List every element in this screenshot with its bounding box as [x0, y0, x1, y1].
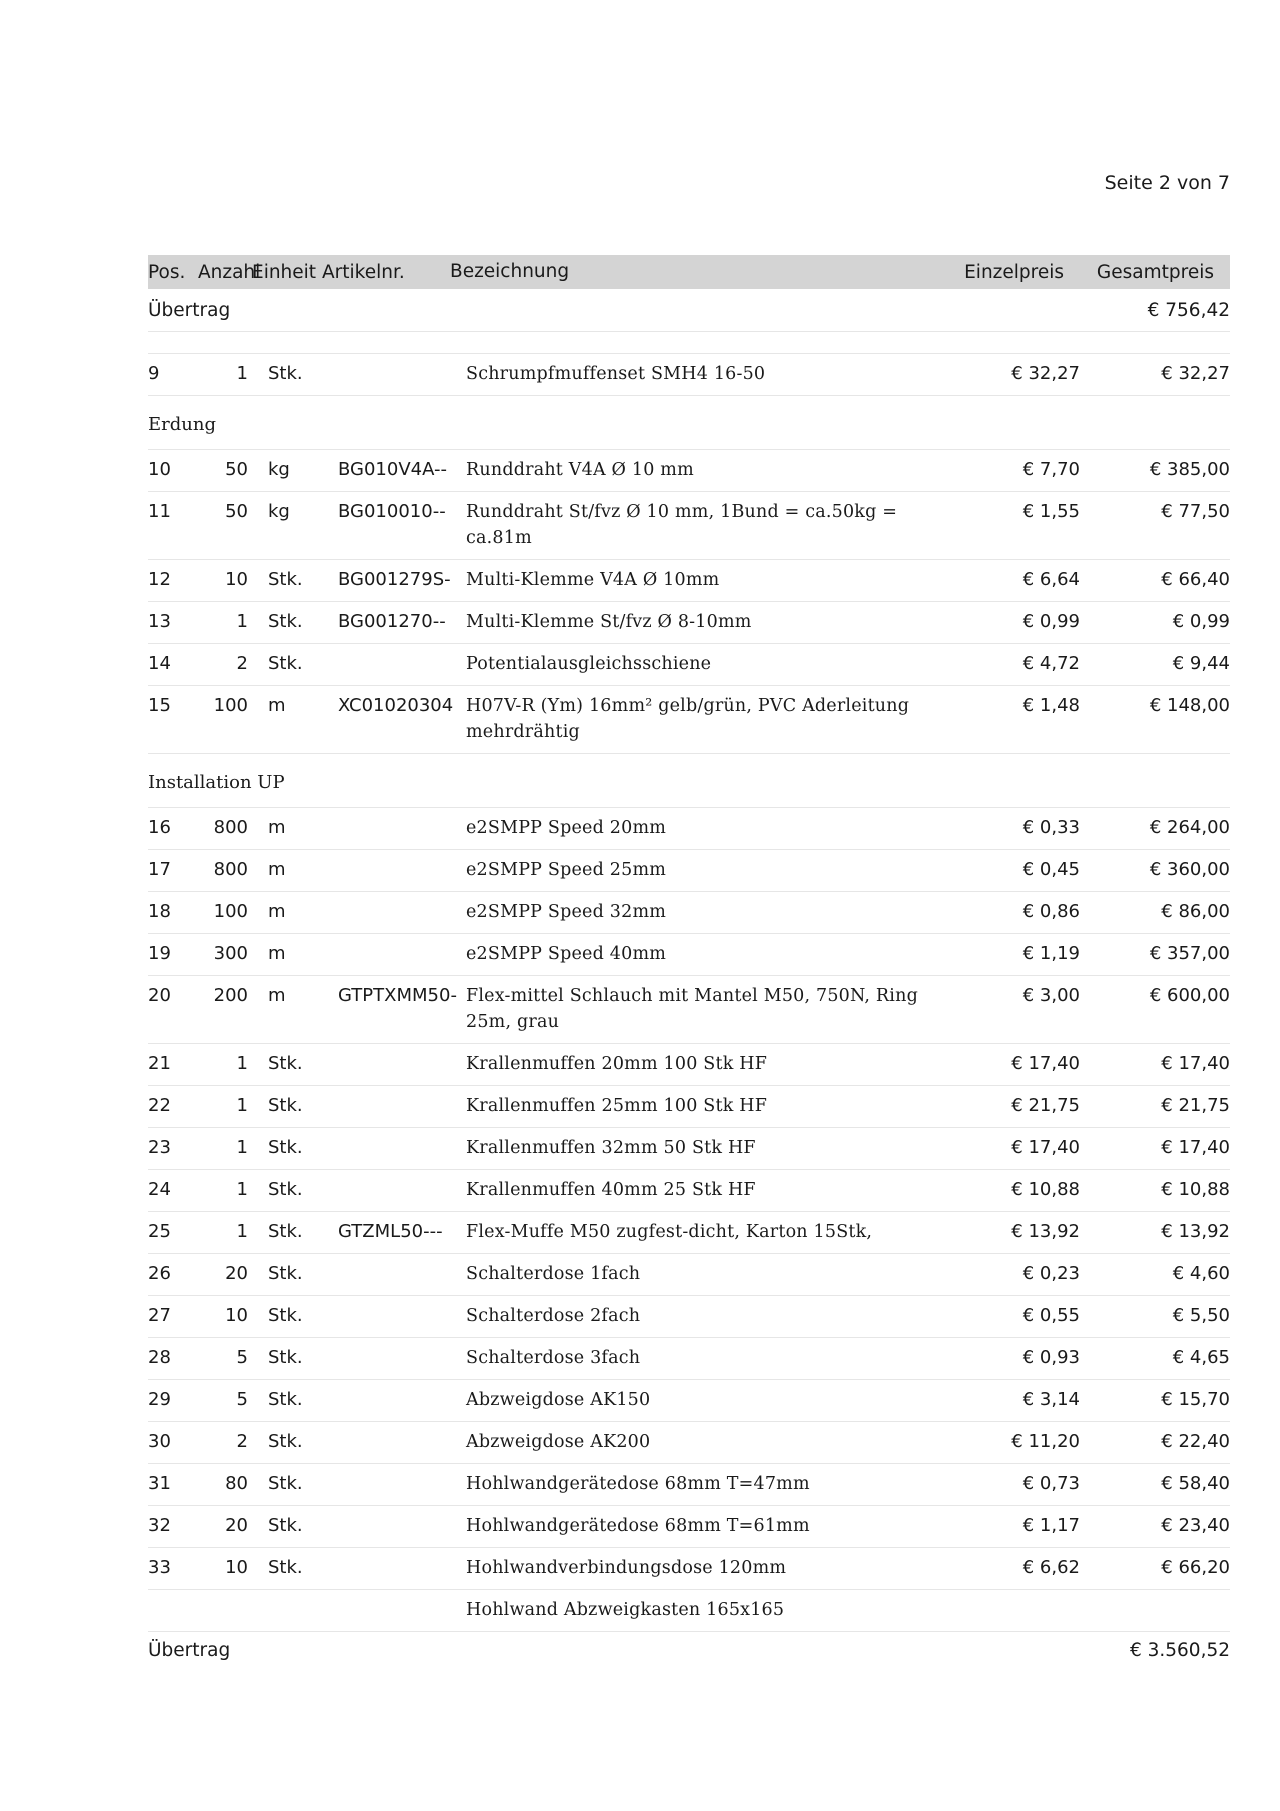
cell-anzahl: 2 — [236, 1431, 248, 1452]
cell-gesamtpreis: € 86,00 — [1161, 901, 1230, 922]
cell-bezeichnung: Schalterdose 1fach — [466, 1264, 641, 1284]
cell-einzelpreis: € 6,62 — [1022, 1557, 1080, 1578]
cell-gesamtpreis: € 4,65 — [1172, 1347, 1230, 1368]
cell-pos: 12 — [148, 569, 171, 590]
cell-gesamtpreis: € 13,92 — [1161, 1221, 1230, 1242]
cell-pos: 19 — [148, 943, 171, 964]
cell-artikelnr — [338, 1051, 466, 1077]
cell-artikelnr: XC01020304 — [338, 695, 454, 716]
cell-bezeichnung: Multi-Klemme V4A Ø 10mm — [466, 570, 720, 590]
cell-einheit: Stk. — [268, 1389, 303, 1410]
cell-einheit: Stk. — [268, 611, 303, 632]
cell-bezeichnung: Abzweigdose AK200 — [466, 1432, 651, 1452]
cell-bezeichnung: H07V-R (Ym) 16mm² gelb/grün, PVC Aderleitung mehrdrähtig — [466, 696, 910, 742]
cell-einheit: Stk. — [268, 653, 303, 674]
cell-pos: 31 — [148, 1473, 171, 1494]
cell-artikelnr — [338, 1261, 466, 1287]
cell-einheit: m — [268, 695, 286, 716]
cell-einheit: kg — [268, 459, 290, 480]
cell-anzahl: 1 — [236, 1095, 248, 1116]
cell-pos: 26 — [148, 1263, 171, 1284]
table-row — [148, 934, 1230, 976]
cell-bezeichnung: e2SMPP Speed 25mm — [466, 860, 667, 880]
cell-artikelnr — [338, 1303, 466, 1329]
header-einzelpreis: Einzelpreis — [964, 261, 1064, 283]
cell-einzelpreis: € 10,88 — [1011, 1179, 1080, 1200]
cell-anzahl: 10 — [225, 569, 248, 590]
cell-einheit: Stk. — [268, 1305, 303, 1326]
cell-gesamtpreis: € 17,40 — [1161, 1053, 1230, 1074]
cell-einzelpreis: € 1,19 — [1022, 943, 1080, 964]
cell-pos: 10 — [148, 459, 171, 480]
cell-einheit: Stk. — [268, 1137, 303, 1158]
cell-anzahl: 50 — [225, 501, 248, 522]
cell-gesamtpreis: € 385,00 — [1149, 459, 1230, 480]
cell-pos: 24 — [148, 1179, 171, 1200]
cell-artikelnr — [338, 1555, 466, 1581]
header-artikelnr: Artikelnr. — [322, 261, 405, 283]
uebertrag-label: Übertrag — [148, 299, 231, 321]
table-row — [148, 1506, 1230, 1548]
erdung-rows — [148, 450, 1230, 754]
cell-bezeichnung: Hohlwandverbindungsdose 120mm — [466, 1558, 787, 1578]
cell-einzelpreis: € 0,55 — [1022, 1305, 1080, 1326]
cell-gesamtpreis: € 4,60 — [1172, 1263, 1230, 1284]
cell-artikelnr — [338, 857, 466, 883]
cell-einzelpreis — [960, 1597, 1080, 1623]
cell-anzahl: 300 — [213, 943, 248, 964]
cell-pos: 27 — [148, 1305, 171, 1326]
cell-gesamtpreis: € 23,40 — [1161, 1515, 1230, 1536]
cell-bezeichnung: e2SMPP Speed 20mm — [466, 818, 667, 838]
table-row — [148, 686, 1230, 754]
cell-einzelpreis: € 4,72 — [1022, 653, 1080, 674]
cell-artikelnr: BG010V4A-- — [338, 459, 448, 480]
cell-bezeichnung: Abzweigdose AK150 — [466, 1390, 651, 1410]
cell-bezeichnung: Krallenmuffen 32mm 50 Stk HF — [466, 1138, 756, 1158]
cell-einzelpreis: € 0,45 — [1022, 859, 1080, 880]
cell-einheit: m — [268, 985, 286, 1006]
cell-anzahl: 50 — [225, 459, 248, 480]
header-pos: Pos. — [148, 261, 186, 283]
cell-pos: 25 — [148, 1221, 171, 1242]
cell-anzahl: 20 — [225, 1515, 248, 1536]
cell-anzahl: 100 — [213, 901, 248, 922]
cell-einheit: Stk. — [268, 1095, 303, 1116]
cell-anzahl: 20 — [225, 1263, 248, 1284]
cell-artikelnr — [338, 1093, 466, 1119]
table-row — [148, 1128, 1230, 1170]
cell-anzahl: 1 — [236, 1179, 248, 1200]
cell-einheit: Stk. — [268, 1221, 303, 1242]
table-row — [148, 353, 1230, 396]
cell-bezeichnung: Schrumpfmuffenset SMH4 16-50 — [466, 364, 766, 384]
cell-anzahl — [198, 1597, 248, 1623]
table-row — [148, 976, 1230, 1044]
cell-einzelpreis: € 1,55 — [1022, 501, 1080, 522]
cell-gesamtpreis: € 0,99 — [1172, 611, 1230, 632]
cell-einheit: m — [268, 859, 286, 880]
cell-pos: 22 — [148, 1095, 171, 1116]
cell-pos: 33 — [148, 1557, 171, 1578]
table-row — [148, 1296, 1230, 1338]
cell-pos: 23 — [148, 1137, 171, 1158]
cell-anzahl: 5 — [236, 1389, 248, 1410]
cell-anzahl: 2 — [236, 653, 248, 674]
cell-bezeichnung: e2SMPP Speed 40mm — [466, 944, 667, 964]
cell-anzahl: 1 — [236, 611, 248, 632]
cell-gesamtpreis: € 17,40 — [1161, 1137, 1230, 1158]
cell-pos — [148, 1597, 198, 1623]
cell-anzahl: 10 — [225, 1305, 248, 1326]
cell-anzahl: 1 — [236, 363, 248, 384]
cell-artikelnr: BG010010-- — [338, 501, 446, 522]
cell-einzelpreis: € 11,20 — [1011, 1431, 1080, 1452]
cell-einzelpreis: € 0,33 — [1022, 817, 1080, 838]
cell-artikelnr — [338, 1513, 466, 1539]
cell-pos: 28 — [148, 1347, 171, 1368]
cell-einheit: Stk. — [268, 1347, 303, 1368]
cell-gesamtpreis: € 10,88 — [1161, 1179, 1230, 1200]
table-row — [148, 1044, 1230, 1086]
cell-bezeichnung: Flex-mittel Schlauch mit Mantel M50, 750N, Ring 25m, grau — [466, 986, 918, 1032]
table-row — [148, 1170, 1230, 1212]
cell-bezeichnung: Krallenmuffen 20mm 100 Stk HF — [466, 1054, 768, 1074]
cell-pos: 20 — [148, 985, 171, 1006]
header-bezeichnung: Bezeichnung — [450, 261, 570, 282]
cell-pos: 18 — [148, 901, 171, 922]
cell-pos: 13 — [148, 611, 171, 632]
cell-artikelnr: BG001279S- — [338, 569, 451, 590]
cell-pos: 17 — [148, 859, 171, 880]
header-anzahl: Anzahl — [198, 261, 261, 283]
cell-anzahl: 800 — [213, 859, 248, 880]
cell-pos: 16 — [148, 817, 171, 838]
table-row — [148, 602, 1230, 644]
cell-gesamtpreis: € 9,44 — [1172, 653, 1230, 674]
cell-gesamtpreis: € 264,00 — [1149, 817, 1230, 838]
cell-einheit: Stk. — [268, 1431, 303, 1452]
cell-gesamtpreis: € 77,50 — [1161, 501, 1230, 522]
cell-pos: 11 — [148, 501, 171, 522]
cell-einzelpreis: € 1,17 — [1022, 1515, 1080, 1536]
cell-bezeichnung: Potentialausgleichsschiene — [466, 654, 712, 674]
cell-gesamtpreis: € 66,20 — [1161, 1557, 1230, 1578]
cell-artikelnr — [338, 1597, 466, 1623]
cell-bezeichnung: Multi-Klemme St/fvz Ø 8-10mm — [466, 612, 752, 632]
cell-artikelnr — [338, 1471, 466, 1497]
cell-einzelpreis: € 32,27 — [1011, 363, 1080, 384]
cell-pos: 9 — [148, 363, 160, 384]
cell-einzelpreis: € 3,00 — [1022, 985, 1080, 1006]
table-row — [148, 492, 1230, 560]
cell-gesamtpreis: € 32,27 — [1161, 363, 1230, 384]
cell-einzelpreis: € 0,86 — [1022, 901, 1080, 922]
table-row — [148, 1338, 1230, 1380]
table-row — [148, 560, 1230, 602]
cell-anzahl: 5 — [236, 1347, 248, 1368]
cell-anzahl: 100 — [213, 695, 248, 716]
table-row — [148, 450, 1230, 492]
cell-gesamtpreis: € 21,75 — [1161, 1095, 1230, 1116]
cell-artikelnr — [338, 1387, 466, 1413]
table-row — [148, 892, 1230, 934]
cell-bezeichnung: Schalterdose 3fach — [466, 1348, 641, 1368]
cell-einzelpreis: € 0,93 — [1022, 1347, 1080, 1368]
cell-gesamtpreis: € 22,40 — [1161, 1431, 1230, 1452]
table-row — [148, 1086, 1230, 1128]
cell-anzahl: 80 — [225, 1473, 248, 1494]
cell-einheit: m — [268, 901, 286, 922]
cell-artikelnr: GTPTXMM50- — [338, 985, 457, 1006]
cell-anzahl: 800 — [213, 817, 248, 838]
cell-anzahl: 1 — [236, 1221, 248, 1242]
cell-artikelnr: GTZML50--- — [338, 1221, 443, 1242]
table-row — [148, 644, 1230, 686]
table-row — [148, 808, 1230, 850]
page-number: Seite 2 von 7 — [1104, 172, 1230, 194]
cell-pos: 21 — [148, 1053, 171, 1074]
table-row — [148, 1548, 1230, 1590]
cell-bezeichnung: Hohlwand Abzweigkasten 165x165 — [466, 1600, 785, 1620]
table-row — [148, 1254, 1230, 1296]
cell-gesamtpreis: € 600,00 — [1149, 985, 1230, 1006]
cell-anzahl: 1 — [236, 1137, 248, 1158]
cell-gesamtpreis: € 148,00 — [1149, 695, 1230, 716]
cell-einzelpreis: € 17,40 — [1011, 1053, 1080, 1074]
table-row — [148, 1422, 1230, 1464]
cell-einheit: Stk. — [268, 1473, 303, 1494]
cell-artikelnr — [338, 361, 466, 387]
cell-gesamtpreis: € 357,00 — [1149, 943, 1230, 964]
cell-einzelpreis: € 0,73 — [1022, 1473, 1080, 1494]
cell-einheit — [268, 1597, 338, 1623]
cell-bezeichnung: Schalterdose 2fach — [466, 1306, 641, 1326]
header-einheit: Einheit — [252, 261, 317, 283]
cell-gesamtpreis — [1080, 1597, 1230, 1623]
cell-einzelpreis: € 0,23 — [1022, 1263, 1080, 1284]
cell-einheit: m — [268, 817, 286, 838]
cell-bezeichnung: Krallenmuffen 40mm 25 Stk HF — [466, 1180, 756, 1200]
cell-einheit: m — [268, 943, 286, 964]
cell-pos: 30 — [148, 1431, 171, 1452]
uebertrag-row-top — [148, 289, 1230, 332]
table-row — [148, 1590, 1230, 1632]
cell-gesamtpreis: € 66,40 — [1161, 569, 1230, 590]
cell-einheit: Stk. — [268, 1179, 303, 1200]
cell-bezeichnung: Runddraht St/fvz Ø 10 mm, 1Bund = ca.50kg = ca.81m — [466, 502, 898, 548]
spacer — [148, 332, 1230, 354]
cell-einheit: kg — [268, 501, 290, 522]
cell-einheit: Stk. — [268, 1515, 303, 1536]
section-heading-erdung: Erdung — [148, 396, 1230, 450]
header-gesamtpreis: Gesamtpreis — [1096, 261, 1214, 283]
cell-anzahl: 1 — [236, 1053, 248, 1074]
uebertrag-value: € 756,42 — [1147, 299, 1230, 321]
cell-einheit: Stk. — [268, 569, 303, 590]
cell-pos: 15 — [148, 695, 171, 716]
cell-einheit: Stk. — [268, 1053, 303, 1074]
cell-bezeichnung: Flex-Muffe M50 zugfest-dicht, Karton 15Stk, — [466, 1222, 873, 1242]
uebertrag-label: Übertrag — [148, 1640, 231, 1661]
cell-artikelnr — [338, 1429, 466, 1455]
cell-einheit: Stk. — [268, 1557, 303, 1578]
cell-einheit: Stk. — [268, 363, 303, 384]
table-row — [148, 1464, 1230, 1506]
cell-pos: 32 — [148, 1515, 171, 1536]
cell-einzelpreis: € 7,70 — [1022, 459, 1080, 480]
cell-anzahl: 200 — [213, 985, 248, 1006]
cell-pos: 14 — [148, 653, 171, 674]
cell-einheit: Stk. — [268, 1263, 303, 1284]
cell-artikelnr — [338, 815, 466, 841]
table-row — [148, 1212, 1230, 1254]
uebertrag-value: € 3.560,52 — [1129, 1640, 1230, 1661]
cell-artikelnr — [338, 1135, 466, 1161]
cell-gesamtpreis: € 5,50 — [1172, 1305, 1230, 1326]
table-header — [148, 255, 1230, 289]
cell-artikelnr — [338, 1177, 466, 1203]
cell-bezeichnung: Hohlwandgerätedose 68mm T=47mm — [466, 1474, 810, 1494]
cell-einzelpreis: € 3,14 — [1022, 1389, 1080, 1410]
cell-gesamtpreis: € 360,00 — [1149, 859, 1230, 880]
cell-einzelpreis: € 6,64 — [1022, 569, 1080, 590]
cell-einzelpreis: € 13,92 — [1011, 1221, 1080, 1242]
invoice-table — [148, 255, 1230, 1632]
cell-einzelpreis: € 17,40 — [1011, 1137, 1080, 1158]
installation-rows — [148, 808, 1230, 1632]
table-row — [148, 1380, 1230, 1422]
cell-einzelpreis: € 21,75 — [1011, 1095, 1080, 1116]
cell-artikelnr — [338, 651, 466, 677]
cell-pos: 29 — [148, 1389, 171, 1410]
cell-bezeichnung: Runddraht V4A Ø 10 mm — [466, 460, 694, 480]
uebertrag-row-bottom — [148, 1640, 1230, 1661]
cell-gesamtpreis: € 15,70 — [1161, 1389, 1230, 1410]
cell-artikelnr — [338, 941, 466, 967]
cell-gesamtpreis: € 58,40 — [1161, 1473, 1230, 1494]
cell-bezeichnung: Hohlwandgerätedose 68mm T=61mm — [466, 1516, 810, 1536]
cell-artikelnr — [338, 899, 466, 925]
cell-bezeichnung: Krallenmuffen 25mm 100 Stk HF — [466, 1096, 768, 1116]
cell-bezeichnung: e2SMPP Speed 32mm — [466, 902, 667, 922]
cell-anzahl: 10 — [225, 1557, 248, 1578]
cell-artikelnr — [338, 1345, 466, 1371]
cell-einzelpreis: € 1,48 — [1022, 695, 1080, 716]
cell-einzelpreis: € 0,99 — [1022, 611, 1080, 632]
table-row — [148, 850, 1230, 892]
section-heading-installation: Installation UP — [148, 754, 1230, 808]
cell-artikelnr: BG001270-- — [338, 611, 446, 632]
